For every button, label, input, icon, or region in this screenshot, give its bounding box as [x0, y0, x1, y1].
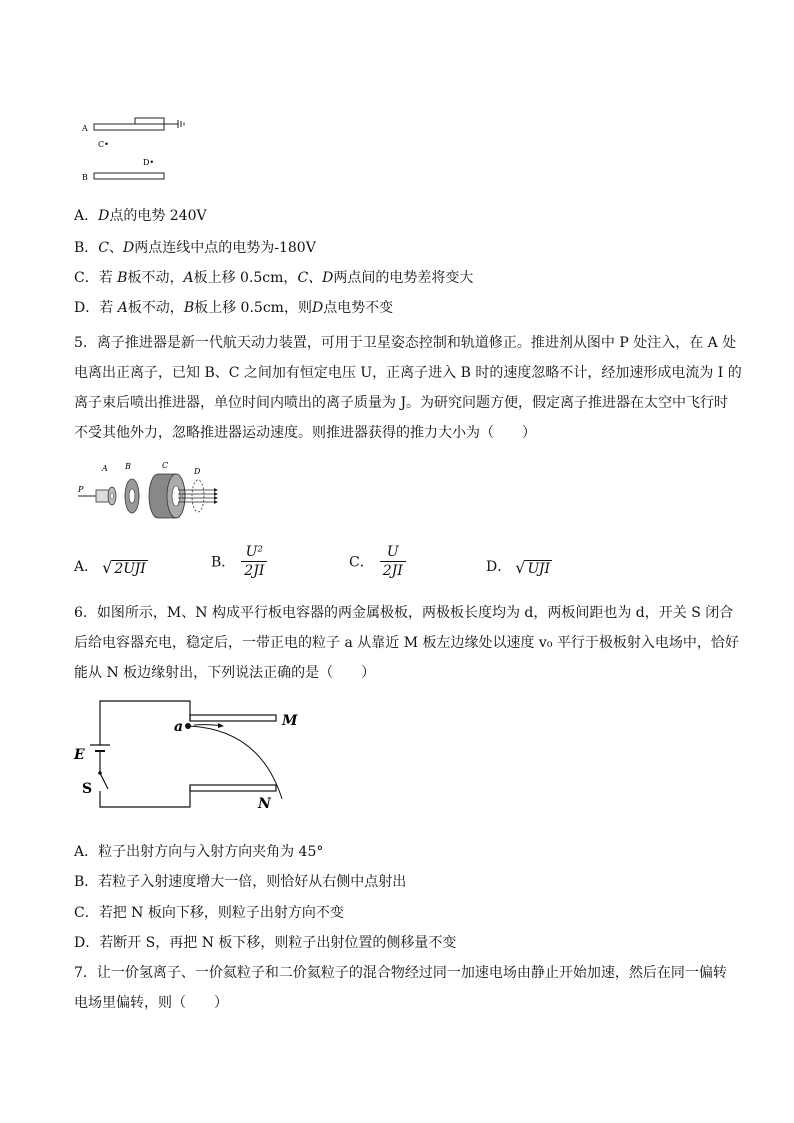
- q4-option-c-letter: C．: [74, 270, 99, 286]
- ground-icon: [178, 120, 184, 128]
- q4-option-c-var1: B: [117, 270, 128, 286]
- sqrt-icon: √: [515, 557, 526, 577]
- q6-option-c: C．若把 N 板向下移，则粒子出射方向不变: [74, 905, 344, 921]
- q4-option-a: [74, 206, 207, 226]
- q5-option-b-denominator: 2JI: [244, 563, 265, 579]
- q5-stem-line: 电离出正离子，已知 B、C 之间加有恒定电压 U，正离子进入 B 时的速度忽略不计，经加速形成电流为 I 的: [74, 365, 742, 381]
- q4-option-d: [74, 298, 393, 318]
- q6-stem-line: 6．如图所示，M、N 构成平行板电容器的两金属极板，两极板长度均为 d，两板间距也为 d，开关 S 闭合: [74, 605, 734, 621]
- sqrt-icon: √: [102, 557, 113, 577]
- plate-a: [94, 124, 164, 130]
- q4-option-c-pre: 若: [98, 270, 118, 286]
- velocity-arrow: [194, 725, 222, 726]
- q6-stem: [74, 598, 739, 688]
- q6-option-a: A．粒子出射方向与入射方向夹角为 45°: [74, 844, 324, 860]
- plate-n: [190, 785, 276, 791]
- q5-stem-line: 5．离子推进器是新一代航天动力装置，可用于卫星姿态控制和轨道修正。推进剂从图中 P 处注入，在 A 处: [74, 335, 737, 351]
- q7-stem-line: 电场里偏转，则（ ）: [74, 995, 228, 1011]
- electrode-a-hole: [111, 493, 114, 499]
- q4-option-c-mid: 板不动，: [127, 270, 184, 286]
- label-m: M: [282, 713, 298, 729]
- q7-stem-line: 7．让一价氢离子、一价氦粒子和二价氦粒子的混合物经过同一加速电场由静止开始加速，然后在同一偏转: [74, 965, 727, 981]
- label-b: B: [125, 462, 131, 471]
- q4-option-d-tail: 点电势不变: [323, 300, 394, 316]
- capacitor-figure: [80, 112, 200, 187]
- sqrt-expression: [102, 558, 148, 577]
- q6-option-b: B．若粒子入射速度增大一倍，则恰好从右侧中点射出: [74, 874, 407, 890]
- particle-a: [185, 723, 191, 729]
- fraction: [241, 543, 267, 580]
- q4-option-c-var2: A: [183, 270, 194, 286]
- label-a: A: [102, 464, 108, 473]
- q4-option-c-var3: C、D: [297, 270, 334, 286]
- q4-option-a-var: D: [98, 208, 110, 224]
- q4-option-b-sep: 、: [109, 240, 124, 256]
- q5-option-c-letter: C．: [349, 554, 374, 571]
- q4-option-a-letter: A．: [74, 208, 99, 224]
- q6-option-d: D．若断开 S，再把 N 板下移，则粒子出射位置的侧移量不变: [74, 935, 457, 951]
- circuit-wire-bottom: [100, 791, 190, 807]
- plate-m: [190, 715, 276, 721]
- q4-option-b-text: 两点连线中点的电势为-180V: [134, 240, 316, 256]
- particle-trajectory: [188, 726, 282, 799]
- q5-option-a-radicand: 2UJI: [114, 560, 146, 577]
- q4-option-d-pre: 若: [99, 300, 118, 316]
- q4-option-d-var1: A: [117, 300, 128, 316]
- q4-option-d-post: 板上移 0.5cm，则: [194, 300, 312, 316]
- q4-option-b-var1: C: [98, 240, 110, 256]
- label-d: D•: [143, 158, 155, 167]
- q6-stem-line: 能从 N 板边缘射出，下列说法正确的是（ ）: [74, 665, 376, 681]
- label-d: D: [194, 467, 201, 476]
- q5-stem-line: 不受其他外力，忽略推进器运动速度。则推进器获得的推力大小为（ ）: [74, 425, 536, 441]
- switch-contact: [98, 771, 102, 775]
- q6-stem-line: 后给电容器充电，稳定后，一带正电的粒子 a 从靠近 M 板左边缘处以速度 v₀ 平行于极板射入电场中，恰好: [74, 635, 739, 651]
- q4-option-a-text: 点的电势 240V: [109, 208, 207, 224]
- label-c: C•: [98, 140, 109, 149]
- capacitor-circuit-figure: [70, 695, 310, 815]
- label-e: E: [74, 747, 85, 763]
- label-p: P: [78, 485, 84, 494]
- q4-option-d-mid: 板不动，: [127, 300, 184, 316]
- q5-option-c-denominator: 2JI: [382, 563, 403, 579]
- q4-option-b: [74, 238, 316, 258]
- q5-option-c: [349, 543, 406, 580]
- q4-option-b-var2: D: [123, 240, 135, 256]
- label-a: a: [174, 719, 184, 735]
- q4-option-b-letter: B．: [74, 240, 99, 256]
- q5-stem: [74, 328, 742, 448]
- q4-option-d-var2: B: [183, 300, 195, 316]
- q4-option-c: [74, 268, 473, 288]
- q5-option-b-letter: B．: [211, 554, 236, 571]
- q4-option-c-tail: 两点间的电势差将变大: [333, 270, 474, 286]
- q5-stem-line: 离子束后喷出推进器，单位时间内喷出的离子质量为 J。为研究问题方便，假定离子推进器在太空中飞行时: [74, 395, 729, 411]
- q5-option-d: [486, 556, 552, 577]
- fraction: [380, 543, 406, 580]
- label-n: N: [258, 796, 271, 812]
- velocity-arrow-head: [218, 723, 224, 728]
- label-s: S: [82, 781, 93, 797]
- q5-option-b-numerator: U²: [241, 543, 267, 562]
- q4-option-d-letter: D．: [74, 300, 100, 316]
- q5-option-a-letter: A．: [74, 559, 99, 575]
- label-a: A: [82, 124, 88, 133]
- ring-d: [192, 480, 204, 512]
- switch-blade: [100, 773, 108, 789]
- q5-option-b: [211, 543, 267, 580]
- q4-option-d-var3: D: [311, 300, 324, 316]
- q5-option-d-radicand: UJI: [527, 560, 551, 577]
- electrode-c-hole: [172, 486, 180, 506]
- ion-beam-arrow-heads: [214, 488, 218, 504]
- q4-option-c-post: 板上移 0.5cm，: [193, 270, 298, 286]
- q5-option-c-numerator: U: [380, 543, 406, 562]
- ion-thruster-figure: [74, 460, 234, 532]
- q7-stem: [74, 958, 727, 1018]
- label-b: B: [82, 173, 88, 182]
- plate-a-extension: [135, 118, 164, 124]
- label-c: C: [162, 461, 169, 470]
- q5-option-d-letter: D．: [486, 559, 512, 575]
- q5-option-a: [74, 556, 148, 577]
- sqrt-expression: [515, 558, 552, 577]
- plate-b: [94, 173, 164, 179]
- electrode-b-hole: [129, 489, 135, 503]
